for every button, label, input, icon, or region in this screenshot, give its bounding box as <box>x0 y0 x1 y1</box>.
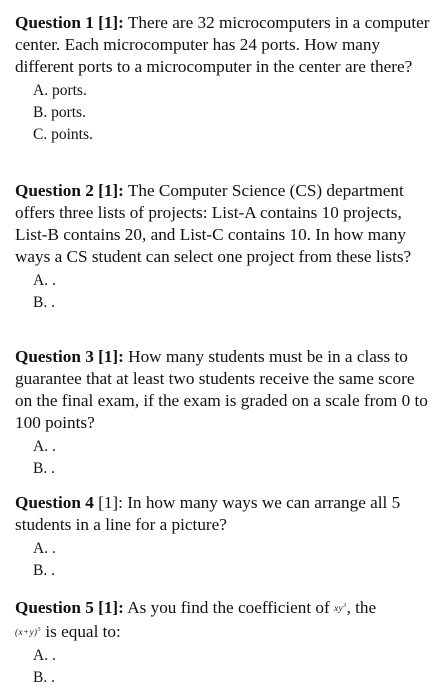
question-1-options <box>33 80 435 146</box>
question-2 <box>15 180 435 314</box>
question-1-text-block <box>15 12 435 78</box>
question-3-marks: [1]: <box>98 347 124 366</box>
question-5-option-a[interactable]: A. . <box>33 647 56 664</box>
question-1-option-c[interactable]: C. points. <box>33 126 93 143</box>
question-2-text: The Computer Science (CS) department offers three lists of projects: List-A contains 10 projects, List-B contains 20, and List-C contains 10. In how many ways a CS student can select one project from these lists? <box>15 181 412 266</box>
question-5-marks: [1]: <box>98 598 124 617</box>
question-1-option-b[interactable]: B. ports. <box>33 104 86 121</box>
question-5-expression <box>15 627 41 637</box>
question-5-term-exponent: 3 <box>343 603 347 609</box>
question-1 <box>15 12 435 146</box>
question-5-term <box>334 603 347 613</box>
question-5-expression-exponent: 5 <box>37 627 42 633</box>
question-3-text: How many students must be in a class to guarantee that at least two students receive the same score on the final exam, if the exam is graded on a scale from 0 to 100 points? <box>15 347 428 432</box>
question-2-number: Question 2 <box>15 181 94 200</box>
question-4-options <box>33 538 435 582</box>
question-5-expression-base: (x+y) <box>15 627 38 637</box>
question-5-option-b[interactable]: B. . <box>33 669 55 686</box>
question-2-marks: [1]: <box>98 181 124 200</box>
question-5-term-base: xy <box>334 603 344 613</box>
question-3 <box>15 346 435 480</box>
question-2-text-block <box>15 180 435 268</box>
question-1-marks: [1]: <box>98 13 124 32</box>
question-3-number: Question 3 <box>15 347 94 366</box>
question-3-option-a[interactable]: A. . <box>33 438 56 455</box>
question-5-text-middle: , the <box>346 598 377 617</box>
question-5-number: Question 5 <box>15 598 94 617</box>
question-4 <box>15 492 435 582</box>
question-1-option-a[interactable]: A. ports. <box>33 82 87 99</box>
question-4-marks: [1] <box>98 493 119 512</box>
question-2-option-a[interactable]: A. . <box>33 272 56 289</box>
question-5-options <box>33 645 435 689</box>
question-3-option-b[interactable]: B. . <box>33 460 55 477</box>
question-1-text: There are 32 microcomputers in a computer center. Each microcomputer has 24 ports. How many different ports to a microcomputer in the center are there? <box>15 13 430 76</box>
question-4-option-a[interactable]: A. . <box>33 540 56 557</box>
question-2-option-b[interactable]: B. . <box>33 294 55 311</box>
question-2-options <box>33 270 435 314</box>
question-4-text-block <box>15 492 435 536</box>
question-4-number: Question 4 <box>15 493 94 512</box>
question-4-text: : In how many ways we can arrange all 5 students in a line for a picture? <box>15 493 401 534</box>
question-5 <box>15 595 435 689</box>
question-3-options <box>33 436 435 480</box>
question-4-option-b[interactable]: B. . <box>33 562 55 579</box>
question-5-text-before: As you find the coefficient of <box>127 598 330 617</box>
question-5-text-after: is equal to: <box>41 622 121 641</box>
question-5-text-block <box>15 595 435 643</box>
question-1-number: Question 1 <box>15 13 94 32</box>
question-3-text-block <box>15 346 435 434</box>
